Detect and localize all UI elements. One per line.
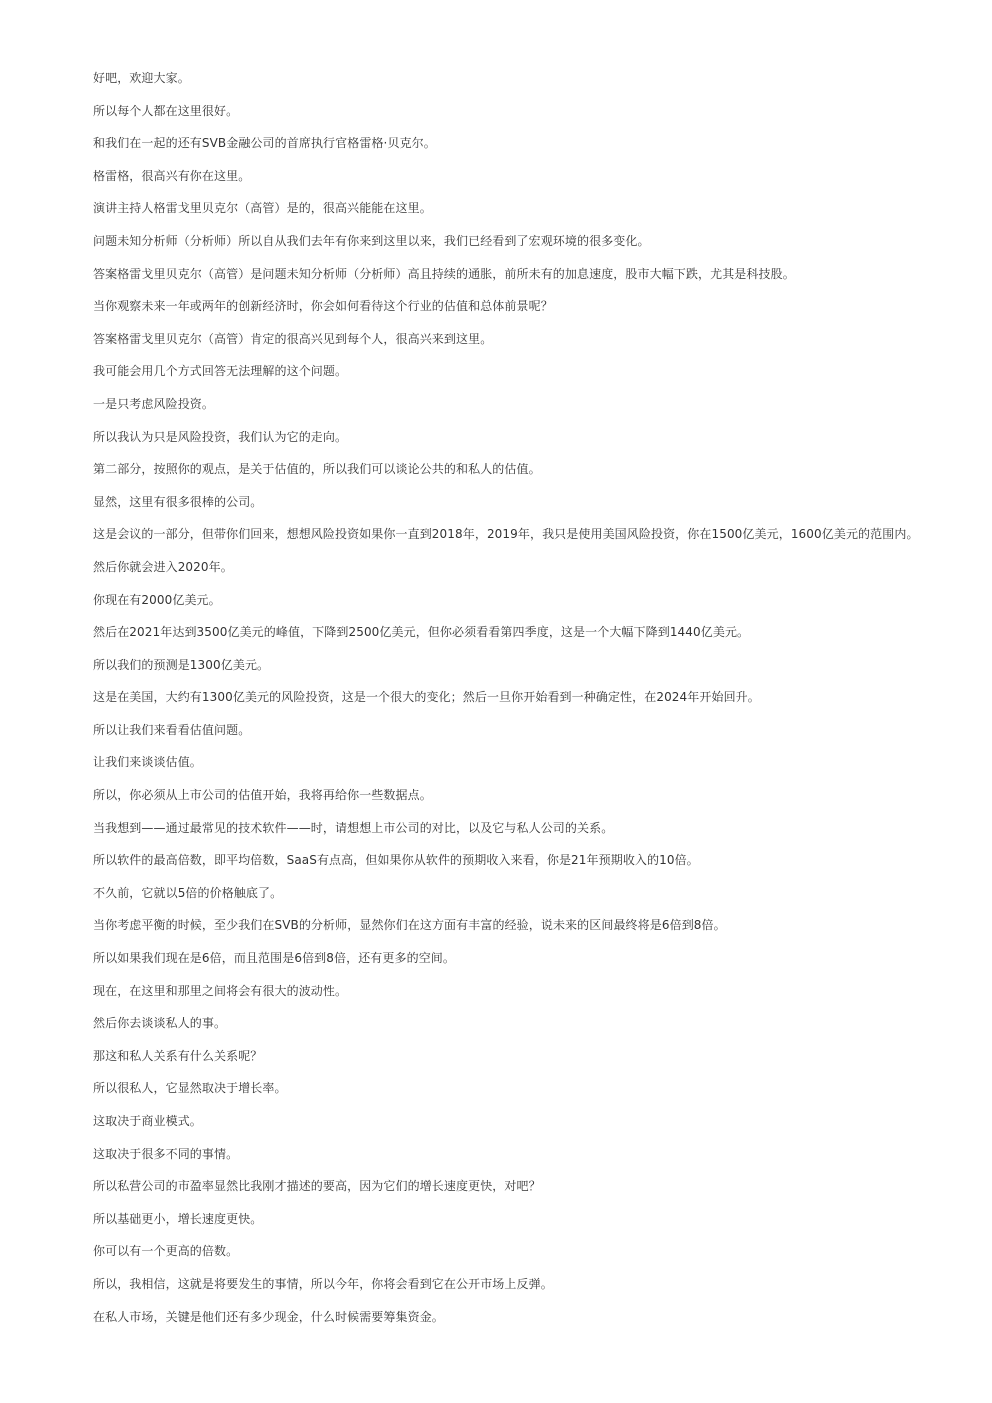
paragraph: 这取决于很多不同的事情。: [93, 1146, 239, 1161]
paragraph: 所以我认为只是风险投资，我们认为它的走向。: [93, 429, 348, 444]
paragraph: 显然，这里有很多很棒的公司。: [93, 494, 263, 509]
paragraph: 所以很私人，它显然取决于增长率。: [93, 1081, 287, 1096]
paragraph: 你现在有2000亿美元。: [93, 592, 221, 607]
paragraph: 答案格雷戈里贝克尔（高管）是问题未知分析师（分析师）高且持续的通胀，前所未有的加息速度，股市大幅下跌，尤其是科技股。: [93, 266, 795, 281]
paragraph: 那这和私人关系有什么关系呢？: [93, 1048, 263, 1063]
paragraph: 然后在2021年达到3500亿美元的峰值，下降到2500亿美元，但你必须看看第四季度，这是一个大幅下降到1440亿美元。: [93, 625, 750, 640]
paragraph: 这是会议的一部分，但带你们回来，想想风险投资如果你一直到2018年，2019年，我只是使用美国风险投资，你在1500亿美元，1600亿美元的范围内。: [93, 527, 919, 542]
paragraph: 然后你去谈谈私人的事。: [93, 1016, 227, 1031]
paragraph: 问题未知分析师（分析师）所以自从我们去年有你来到这里以来，我们已经看到了宏观环境的很多变化。: [93, 233, 650, 248]
paragraph: 当你观察未来一年或两年的创新经济时，你会如何看待这个行业的估值和总体前景呢？: [93, 299, 553, 314]
paragraph: 所以我们的预测是1300亿美元。: [93, 657, 270, 672]
paragraph: 第二部分，按照你的观点，是关于估值的，所以我们可以谈论公共的和私人的估值。: [93, 462, 541, 477]
paragraph: 好吧，欢迎大家。: [93, 71, 190, 85]
paragraph: 当你考虑平衡的时候，至少我们在SVB的分析师，显然你们在这方面有丰富的经验，说未来的区间最终将是6倍到8倍。: [93, 918, 726, 933]
paragraph: 不久前，它就以5倍的价格触底了。: [93, 885, 283, 900]
paragraph: 在私人市场，关键是他们还有多少现金，什么时候需要筹集资金。: [93, 1309, 444, 1324]
paragraph: 所以私营公司的市盈率显然比我刚才描述的要高，因为它们的增长速度更快，对吧？: [93, 1179, 541, 1194]
paragraph: 现在，在这里和那里之间将会有很大的波动性。: [93, 983, 348, 998]
paragraph: 所以让我们来看看估值问题。: [93, 722, 251, 737]
paragraph: 所以如果我们现在是6倍，而且范围是6倍到8倍，还有更多的空间。: [93, 951, 456, 966]
paragraph: 格雷格，很高兴有你在这里。: [93, 168, 251, 183]
paragraph: 和我们在一起的还有SVB金融公司的首席执行官格雷格·贝克尔。: [93, 136, 436, 151]
paragraph: 所以软件的最高倍数，即平均倍数，SaaS有点高，但如果你从软件的预期收入来看，你是21年预期收入的10倍。: [93, 853, 699, 868]
paragraph: 一是只考虑风险投资。: [93, 396, 215, 411]
paragraph: 让我们来谈谈估值。: [93, 755, 202, 770]
paragraph: 这取决于商业模式。: [93, 1114, 202, 1128]
paragraph: 所以每个人都在这里很好。: [93, 103, 239, 118]
paragraph: 所以，你必须从上市公司的估值开始，我将再给你一些数据点。: [93, 788, 432, 803]
paragraph: 演讲主持人格雷戈里贝克尔（高管）是的，很高兴能能在这里。: [93, 201, 432, 216]
paragraph: 答案格雷戈里贝克尔（高管）肯定的很高兴见到每个人，很高兴来到这里。: [93, 331, 493, 346]
paragraph: 然后你就会进入2020年。: [93, 559, 233, 574]
document-body: [93, 67, 943, 1338]
paragraph: 所以基础更小，增长速度更快。: [93, 1211, 263, 1226]
paragraph: 你可以有一个更高的倍数。: [93, 1244, 239, 1259]
paragraph: 这是在美国，大约有1300亿美元的风险投资，这是一个很大的变化；然后一旦你开始看到一种确定性，在2024年开始回升。: [93, 690, 760, 705]
paragraph: 我可能会用几个方式回答无法理解的这个问题。: [93, 364, 348, 379]
paragraph: 当我想到——通过最常见的技术软件——时，请想想上市公司的对比，以及它与私人公司的关系。: [93, 820, 614, 835]
paragraph: 所以，我相信，这就是将要发生的事情，所以今年，你将会看到它在公开市场上反弹。: [93, 1276, 553, 1291]
